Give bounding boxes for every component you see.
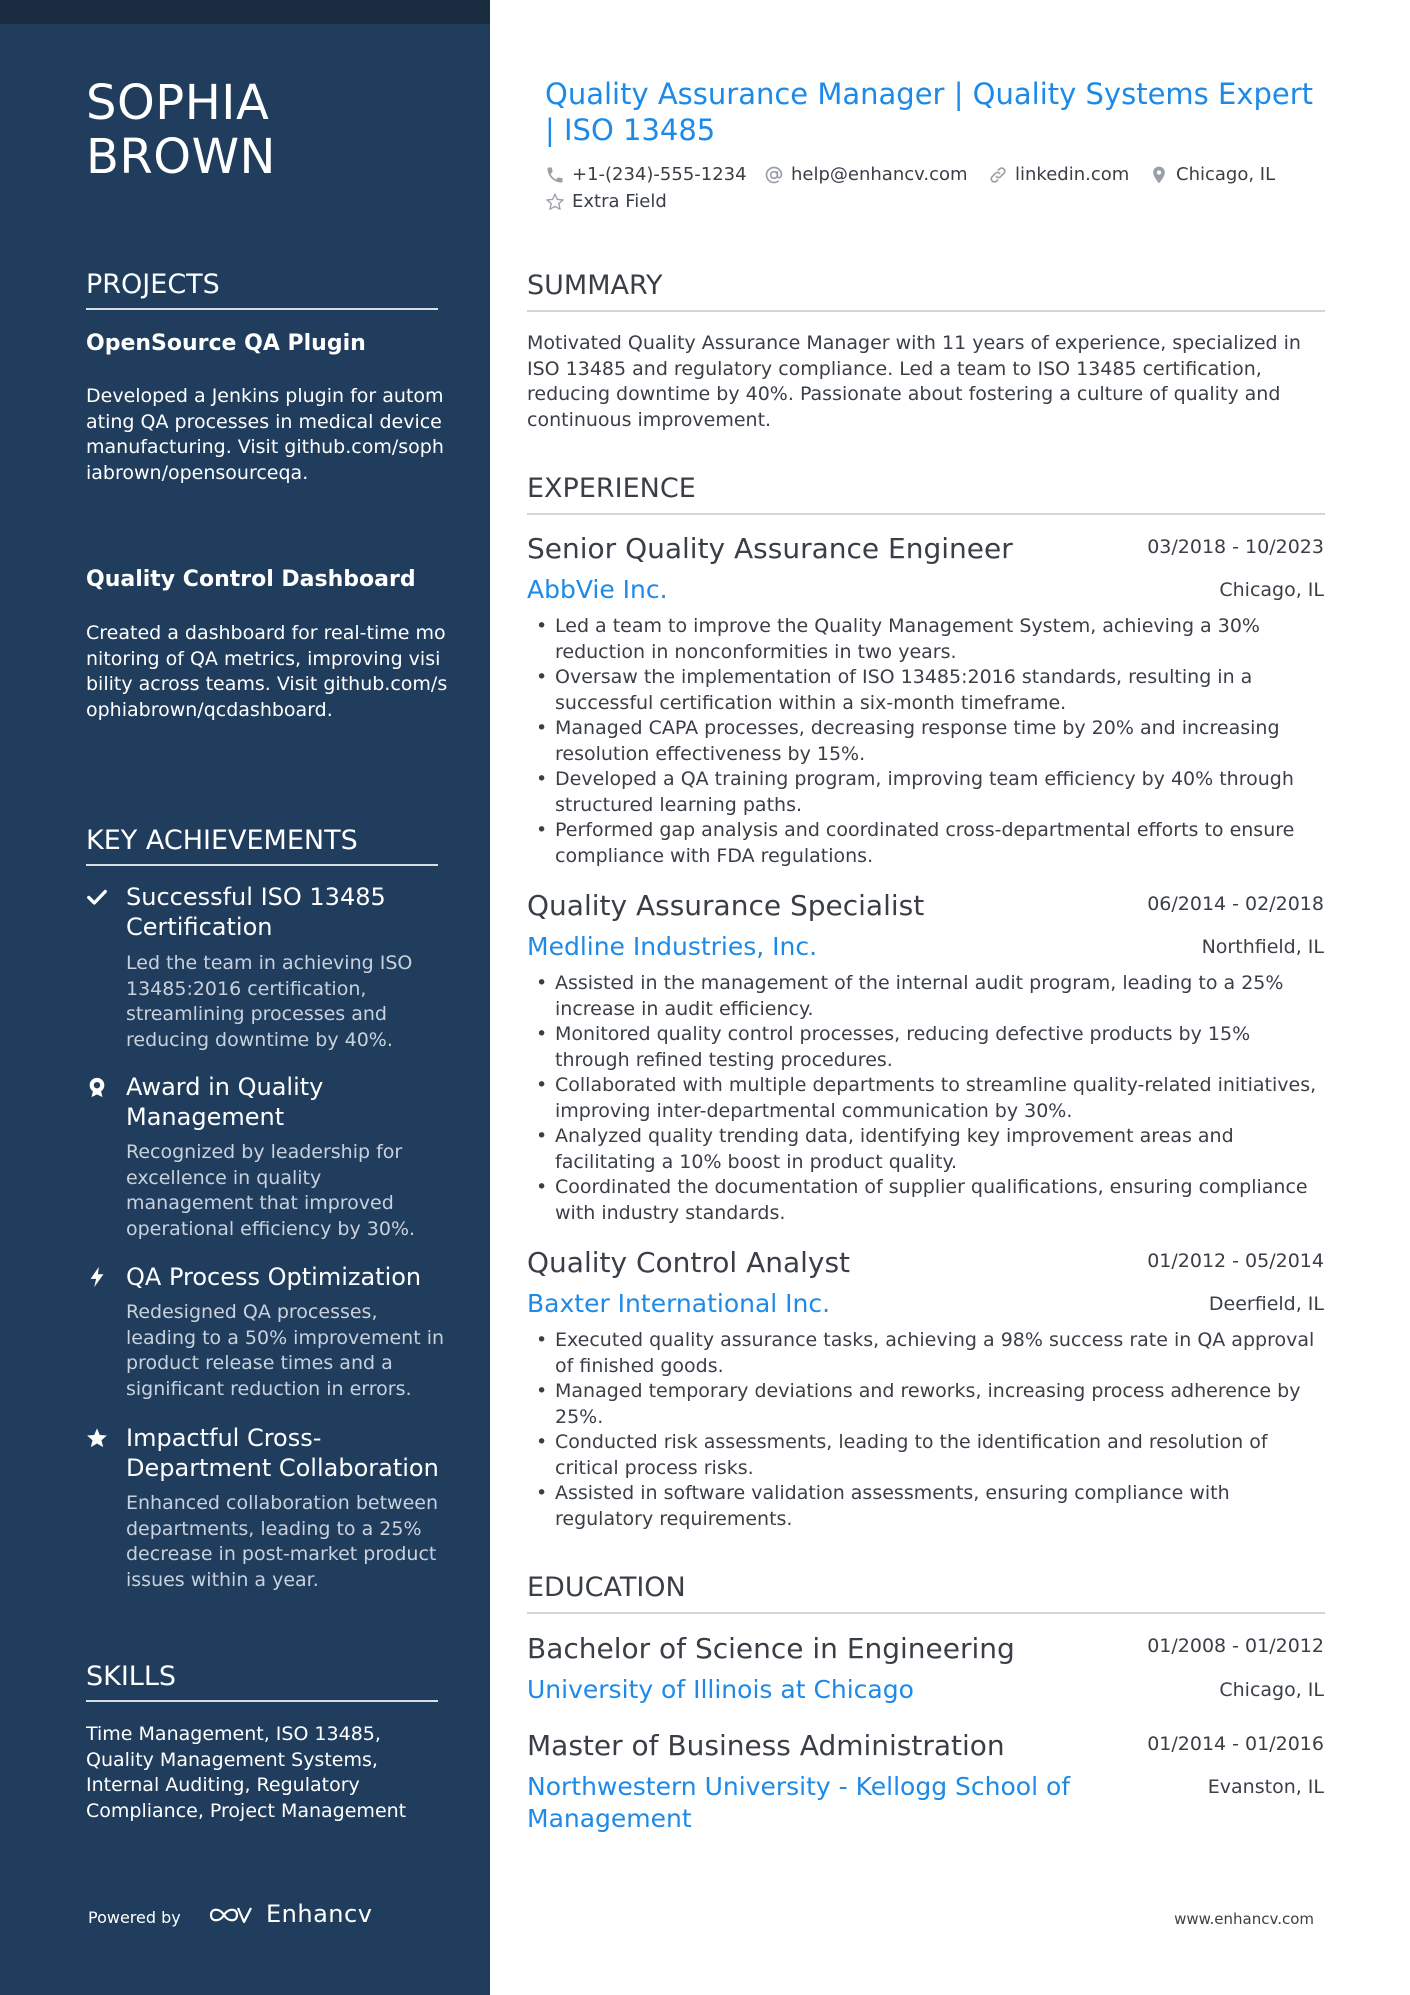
sidebar-top-band [0, 0, 490, 24]
job-title: Quality Assurance Specialist [527, 889, 925, 922]
education-degree: Bachelor of Science in Engineering [527, 1632, 1015, 1665]
footer-website-link[interactable]: www.enhancv.com [1174, 1910, 1314, 1928]
achievement-title: Award in Quality Management [126, 1073, 324, 1131]
list-item: • Coordinated the documentation of supplier qualifications, ensuring compliance with industry standards. [555, 1175, 1327, 1226]
list-item: • Developed a QA training program, improving team efficiency by 40% through structured learning paths. [555, 767, 1327, 818]
list-item: • Led a team to improve the Quality Management System, achieving a 30% reduction in nonconformities in two years. [555, 614, 1327, 665]
award-icon [86, 1076, 108, 1098]
candidate-name: SOPHIA BROWN [86, 75, 276, 185]
job-location: Deerfield, IL [1208, 1293, 1324, 1315]
job-location: Northfield, IL [1201, 936, 1324, 958]
achievement-title: Impactful Cross-Department Collaboration [126, 1424, 439, 1482]
check-icon [86, 886, 108, 908]
list-item: • Monitored quality control processes, reducing defective products by 15% through refined testing procedures. [555, 1022, 1327, 1073]
job-bullets [555, 614, 1327, 869]
job-company: Baxter International Inc. [527, 1289, 831, 1318]
achievement-description: Recognized by leadership for excellence in quality management that improved operational efficiency by 30%. [126, 1141, 416, 1240]
at-sign-icon [764, 165, 784, 185]
achievement-description: Enhanced collaboration between departments, leading to a 25% decrease in post-market product issues within a year. [126, 1492, 439, 1591]
experience-section-title: EXPERIENCE [527, 472, 1325, 515]
achievements-section-title: KEY ACHIEVEMENTS [86, 824, 438, 866]
achievement-description: Led the team in achieving ISO 13485:2016 certification, streamlining processes and reducing downtime by 40%. [126, 952, 413, 1051]
list-item: • Executed quality assurance tasks, achieving a 98% success rate in QA approval of finished goods. [555, 1328, 1327, 1379]
job-title: Quality Control Analyst [527, 1246, 851, 1279]
job-bullets [555, 971, 1327, 1226]
summary-text: Motivated Quality Assurance Manager with 11 years of experience, specialized in ISO 13485 and regulatory compliance. Led a team to ISO 13485 certification, reducing downtime by 40%. Passionate about fostering a culture of quality and continuous improvement. [527, 332, 1301, 431]
job-company: Medline Industries, Inc. [527, 932, 818, 961]
job-dates: 03/2018 - 10/2023 [1147, 536, 1324, 558]
education-school: Northwestern University - Kellogg School of Management [527, 1772, 1071, 1833]
job-location: Chicago, IL [1219, 579, 1324, 601]
education-dates: 01/2008 - 01/2012 [1147, 1635, 1324, 1657]
achievement-title: Successful ISO 13485 Certification [126, 883, 386, 941]
job-company: AbbVie Inc. [527, 575, 668, 604]
skills-list: Time Management, ISO 13485, Quality Management Systems, Internal Auditing, Regulatory Compliance, Project Management [86, 1723, 407, 1822]
projects-section-title: PROJECTS [86, 268, 438, 310]
link-icon [988, 165, 1008, 185]
job-dates: 01/2012 - 05/2014 [1147, 1250, 1324, 1272]
extra-field-text: Extra Field [572, 191, 667, 212]
job-dates: 06/2014 - 02/2018 [1147, 893, 1324, 915]
summary-section-title: SUMMARY [527, 269, 1325, 312]
education-section-title: EDUCATION [527, 1571, 1325, 1614]
project-title: Quality Control Dashboard [86, 567, 416, 592]
powered-by-label: Powered by [88, 1908, 181, 1927]
phone-icon [545, 165, 565, 185]
enhancv-brand-name[interactable]: Enhancv [266, 1900, 373, 1928]
job-title: Senior Quality Assurance Engineer [527, 532, 1013, 565]
skills-section-title: SKILLS [86, 1660, 438, 1702]
list-item: • Assisted in software validation assessments, ensuring compliance with regulatory requirements. [555, 1481, 1327, 1532]
list-item: • Managed temporary deviations and reworks, increasing process adherence by 25%. [555, 1379, 1327, 1430]
achievement-description: Redesigned QA processes, leading to a 50% improvement in product release times and a significant reduction in errors. [126, 1301, 445, 1400]
lightning-icon [86, 1266, 108, 1288]
education-school: University of Illinois at Chicago [527, 1675, 914, 1704]
location-pin-icon [1149, 165, 1169, 185]
email-text[interactable]: help@enhancv.com [791, 164, 968, 185]
list-item: • Managed CAPA processes, decreasing response time by 20% and increasing resolution effectiveness by 15%. [555, 716, 1327, 767]
list-item: • Collaborated with multiple departments to streamline quality-related initiatives, improving inter-departmental communication by 30%. [555, 1073, 1327, 1124]
resume-headline: Quality Assurance Manager | Quality Systems Expert | ISO 13485 [545, 77, 1314, 147]
project-title: OpenSource QA Plugin [86, 331, 366, 356]
list-item: • Analyzed quality trending data, identifying key improvement areas and facilitating a 10% boost in product quality. [555, 1124, 1327, 1175]
list-item: • Oversaw the implementation of ISO 13485:2016 standards, resulting in a successful certification within a six-month timeframe. [555, 665, 1327, 716]
enhancv-logo-icon[interactable] [208, 1902, 254, 1928]
star-outline-icon [545, 192, 565, 212]
sidebar [0, 0, 490, 1995]
phone-text: +1-(234)-555-1234 [572, 164, 747, 185]
project-description: Created a dashboard for real-time monitoring of QA metrics, improving visibility across teams. Visit github.com/sophiabrown/qcdashboard. [86, 622, 448, 721]
list-item: • Performed gap analysis and coordinated cross-departmental efforts to ensure compliance with FDA regulations. [555, 818, 1327, 869]
education-degree: Master of Business Administration [527, 1729, 1005, 1762]
project-description: Developed a Jenkins plugin for automating QA processes in medical device manufacturing. Visit github.com/sophiabrown/opensourceqa. [86, 385, 444, 484]
linkedin-text[interactable]: linkedin.com [1015, 164, 1130, 185]
location-text: Chicago, IL [1176, 164, 1276, 185]
education-location: Chicago, IL [1219, 1679, 1324, 1701]
list-item: • Assisted in the management of the internal audit program, leading to a 25% increase in audit efficiency. [555, 971, 1327, 1022]
achievement-title: QA Process Optimization [126, 1263, 422, 1291]
star-icon [86, 1427, 108, 1449]
education-location: Evanston, IL [1207, 1776, 1324, 1798]
job-bullets [555, 1328, 1327, 1532]
list-item: • Conducted risk assessments, leading to the identification and resolution of critical process risks. [555, 1430, 1327, 1481]
education-dates: 01/2014 - 01/2016 [1147, 1733, 1324, 1755]
